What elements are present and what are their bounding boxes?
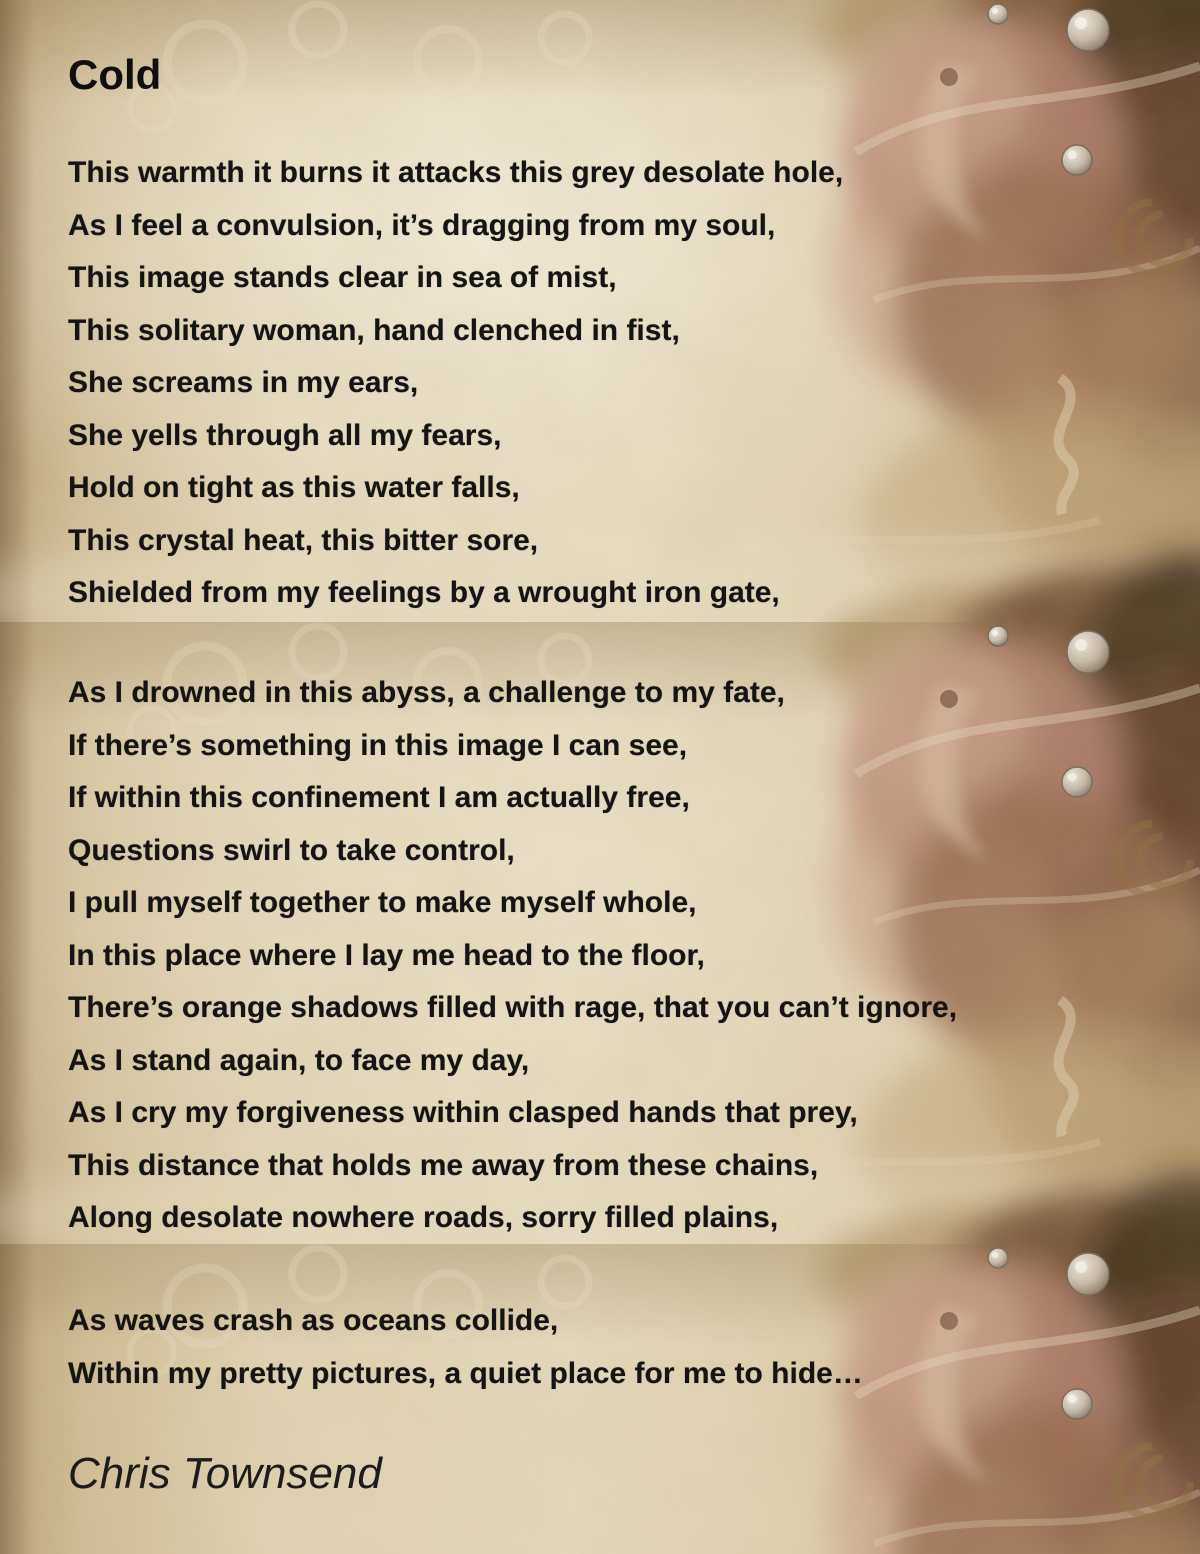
- poem-line: This image stands clear in sea of mist,: [68, 261, 617, 294]
- poem-title: Cold: [68, 51, 162, 98]
- poem-line: This solitary woman, hand clenched in fist,: [68, 313, 680, 347]
- poem-line: She screams in my ears,: [68, 366, 419, 399]
- poem-line: Within my pretty pictures, a quiet place for me to hide…: [68, 1356, 863, 1390]
- poem-line: In this place where I lay me head to the floor,: [68, 938, 705, 972]
- poem-line: As I stand again, to face my day,: [68, 1043, 530, 1077]
- poem-line: Hold on tight as this water falls,: [68, 471, 520, 504]
- poem-line: If there’s something in this image I can see,: [68, 728, 688, 762]
- poem-line: Shielded from my feelings by a wrought iron gate,: [68, 576, 780, 609]
- poem-line: There’s orange shadows filled with rage, that you can’t ignore,: [68, 991, 958, 1024]
- poem-line: As I feel a convulsion, it’s dragging from my soul,: [68, 208, 776, 242]
- poem-line: This crystal heat, this bitter sore,: [68, 523, 539, 557]
- poem-line: As I drowned in this abyss, a challenge to my fate,: [68, 676, 785, 709]
- poem-line: Questions swirl to take control,: [68, 833, 515, 867]
- poem-line: Along desolate nowhere roads, sorry filled plains,: [68, 1201, 779, 1234]
- stanza-1: [68, 147, 1180, 620]
- poem-line: If within this confinement I am actually free,: [68, 781, 690, 814]
- poem-line: I pull myself together to make myself whole,: [68, 886, 697, 919]
- poem-line: As I cry my forgiveness within clasped hands that prey,: [68, 1096, 858, 1129]
- poem-line: She yells through all my fears,: [68, 418, 502, 452]
- stanza-2: [68, 667, 1180, 1245]
- stanza-3: [68, 1295, 1180, 1400]
- poem-line: This distance that holds me away from these chains,: [68, 1148, 819, 1182]
- poem-line: This warmth it burns it attacks this grey desolate hole,: [68, 156, 844, 189]
- poem-author: Chris Townsend: [68, 1449, 382, 1498]
- poem-line: As waves crash as oceans collide,: [68, 1304, 559, 1337]
